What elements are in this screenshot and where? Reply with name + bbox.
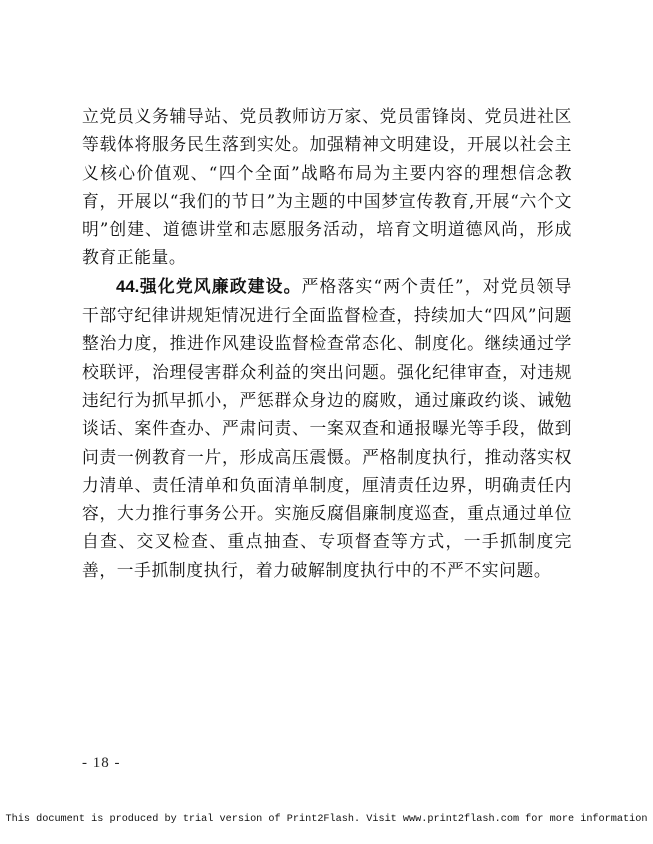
page-number: - 18 - (82, 755, 121, 771)
document-body (82, 102, 572, 584)
section-heading: 强化党风廉政建设。 (139, 275, 302, 296)
paragraph-section-44 (82, 272, 572, 584)
trial-watermark: This document is produced by trial version of Print2Flash. Visit www.print2flash.com for more information (5, 814, 648, 825)
section-number: 44. (116, 276, 140, 296)
paragraph-continued: 立党员义务辅导站、党员教师访万家、党员雷锋岗、党员进社区等载体将服务民生落到实处。加强精神文明建设，开展以社会主义核心价值观、“四个全面”战略布局为主要内容的理想信念教育，开展以“我们的节日”为主题的中国梦宣传教育,开展“六个文明”创建、道德讲堂和志愿服务活动，培育文明道德风尚，形成教育正能量。 (82, 106, 572, 268)
paragraph-body: 严格落实“两个责任”，对党员领导干部守纪律讲规矩情况进行全面监督检查，持续加大“四风”问题整治力度，推进作风建设监督检查常态化、制度化。继续通过学校联评，治理侵害群众利益的突出问题。强化纪律审查，对违规违纪行为抓早抓小，严惩群众身边的腐败，通过廉政约谈、诫勉谈话、案件查办、严肃问责、一案双查和通报曝光等手段，做到问责一例教育一片，形成高压震慑。严格制度执行，推动落实权力清单、责任清单和负面清单制度，厘清责任边界，明确责任内容，大力推行事务公开。实施反腐倡廉制度巡查，重点通过单位自查、交叉检查、重点抽查、专项督查等方式，一手抓制度完善，一手抓制度执行，着力破解制度执行中的不严不实问题。 (82, 275, 572, 580)
